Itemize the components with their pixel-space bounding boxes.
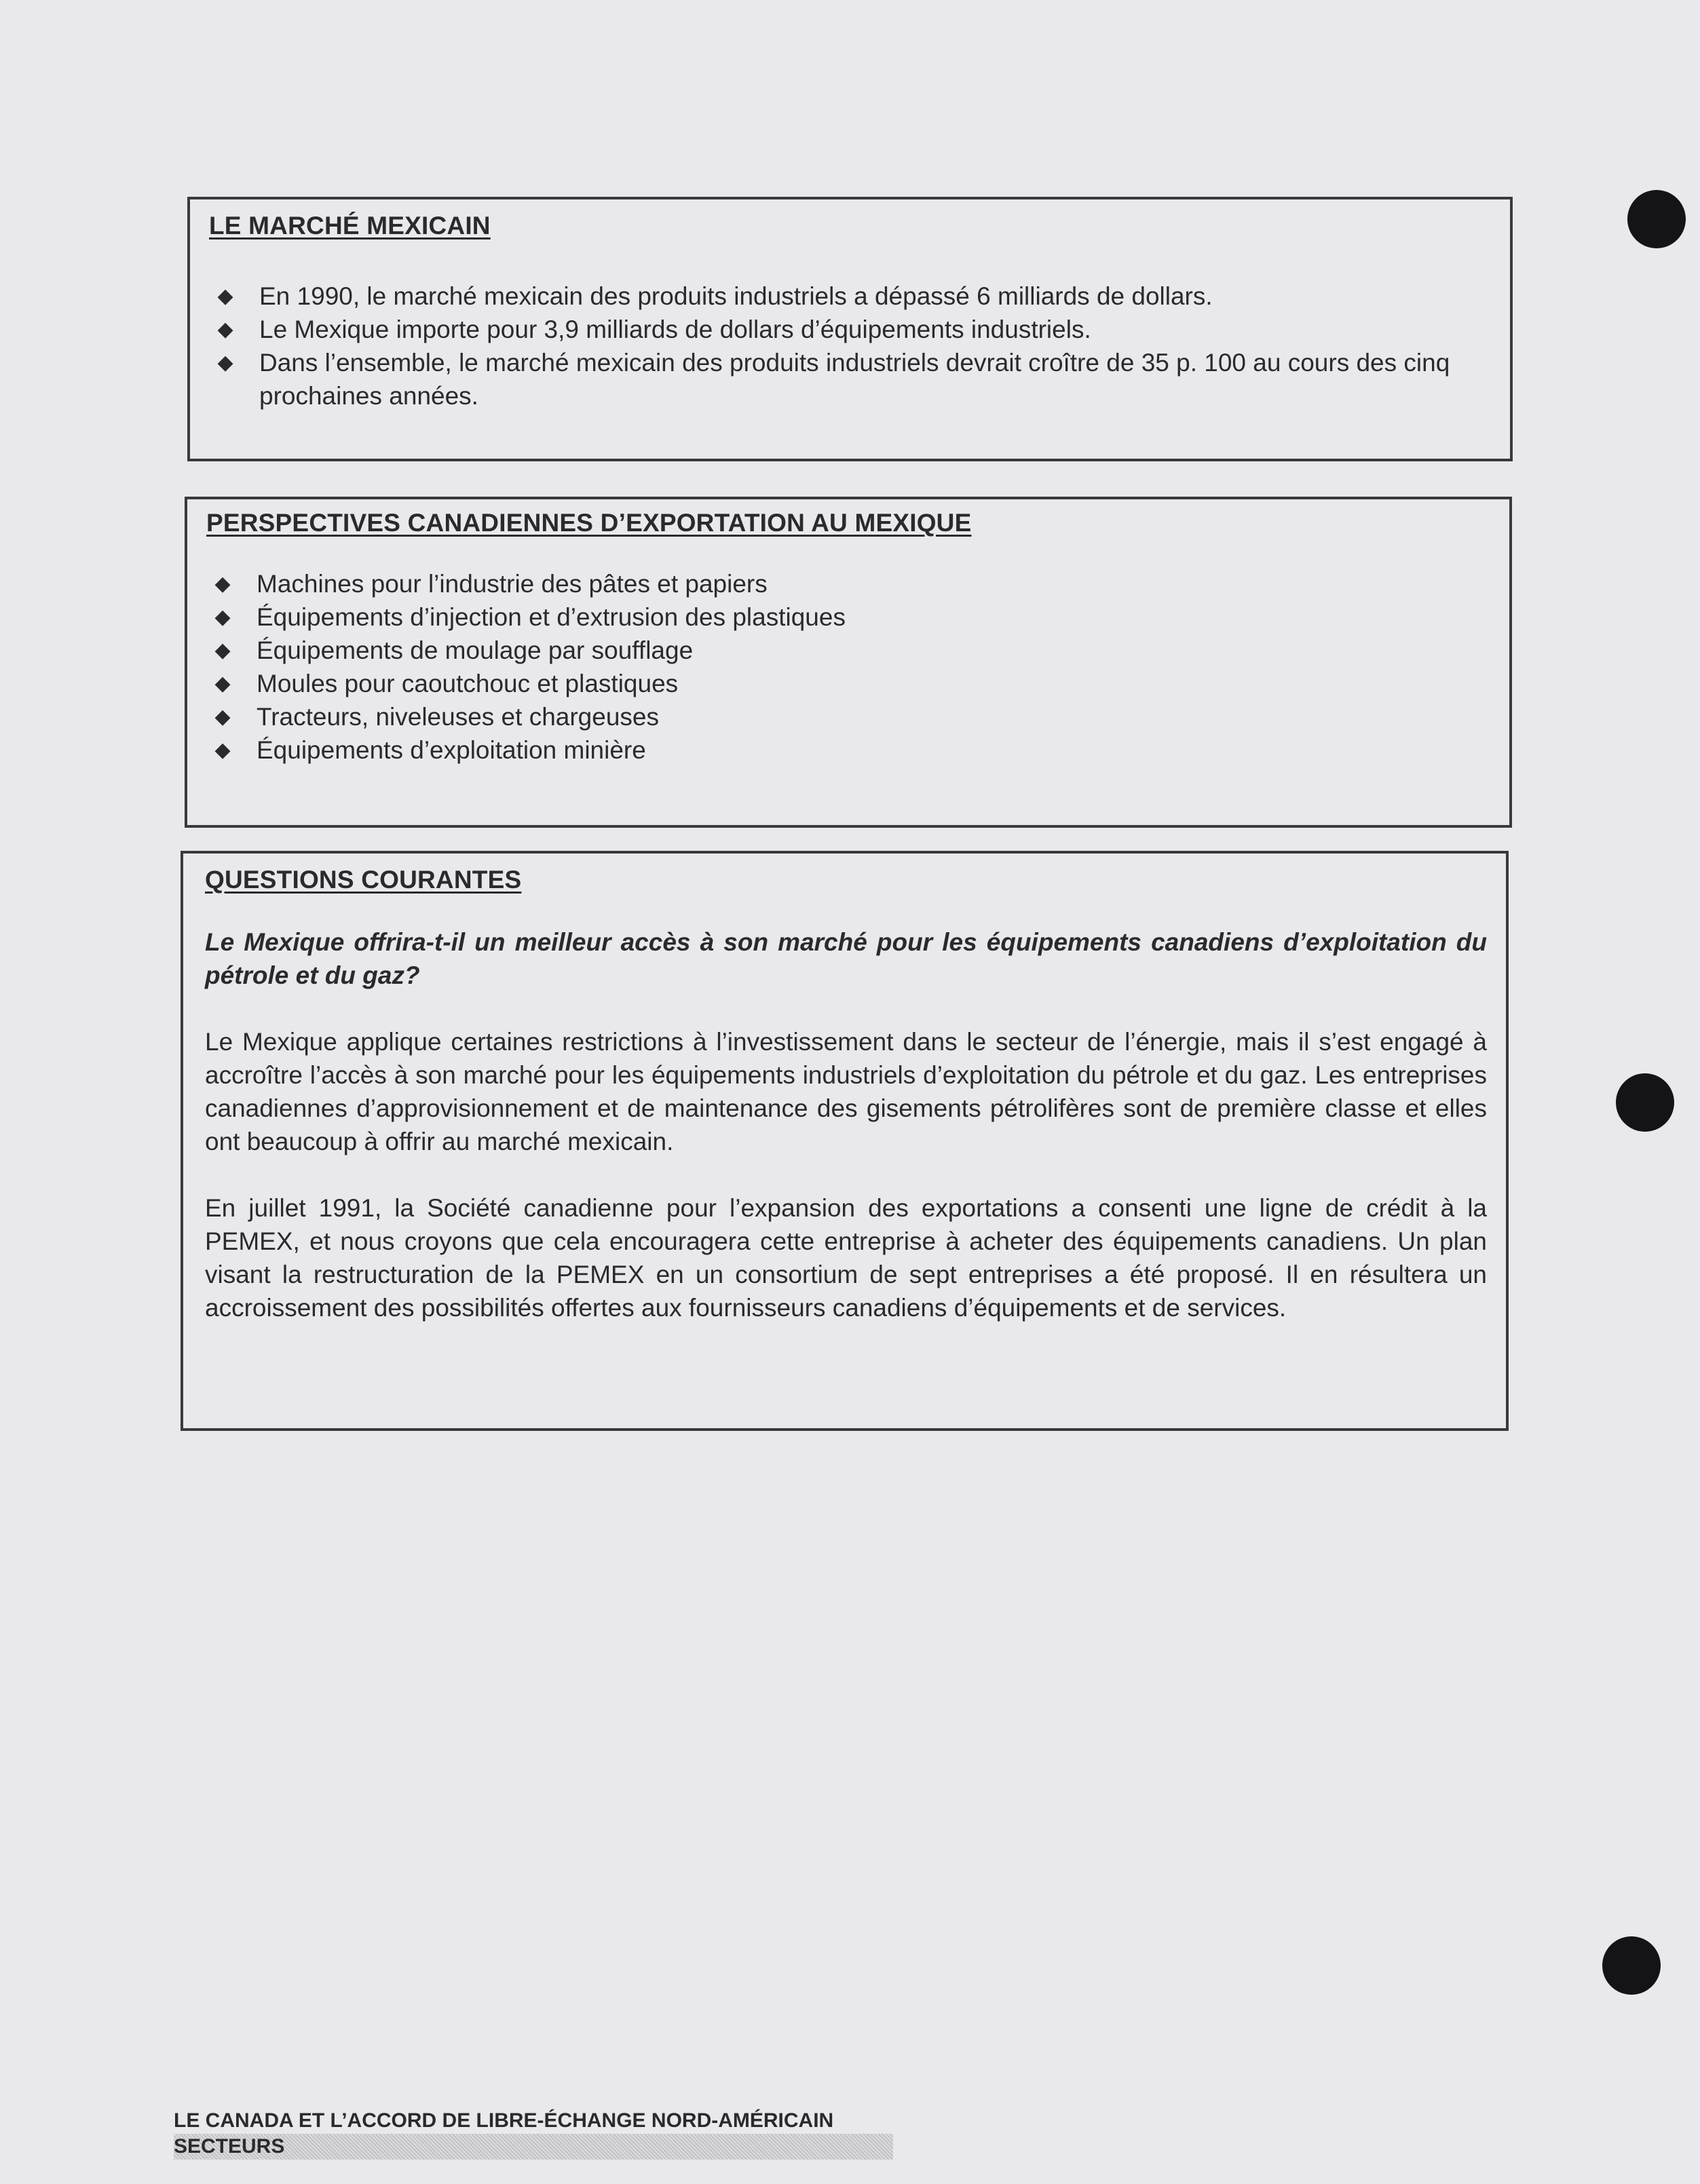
page-footer [174,2108,893,2160]
list-item [209,700,1482,733]
faq-question: Le Mexique offrira-t-il un meilleur accès à son marché pour les équipements canadiens d’exploitation du pétrole et du gaz? [205,928,1487,989]
list-item-text: Équipements d’exploitation minière [257,736,646,764]
diamond-bullet-icon: ◆ [214,573,231,595]
section-title: QUESTIONS COURANTES [205,866,522,894]
diamond-bullet-icon: ◆ [214,739,231,761]
diamond-bullet-icon: ◆ [217,318,233,341]
list-item-text: Équipements d’injection et d’extrusion des plastiques [257,603,846,631]
diamond-bullet-icon: ◆ [214,639,231,662]
list-item [209,567,1482,600]
faq-answer-paragraph: Le Mexique applique certaines restrictions à l’investissement dans le secteur de l’énergie, mais il s’est engagé à accroître l’accès à son marché pour les équipements industriels d’exploitation du pétrole et du gaz. Les entreprises canadiennes d’approvisionnement et de maintenance des gisements pétrolifères sont de première classe et elles ont beaucoup à offrir au marché mexicain. [205,1028,1487,1155]
list-item-text: Équipements de moulage par soufflage [257,636,694,664]
section-prospects [185,497,1512,828]
footer-title: LE CANADA ET L’ACCORD DE LIBRE-ÉCHANGE NORD-AMÉRICAIN [174,2109,834,2132]
faq-body [205,925,1487,1358]
bullet-list [209,567,1482,767]
list-item-text: Moules pour caoutchouc et plastiques [257,670,679,697]
footer-section-label: SECTEURS [174,2134,893,2160]
punch-hole [1616,1073,1674,1132]
list-item-text: Dans l’ensemble, le marché mexicain des produits industriels devrait croître de 35 p. 100 au cours des cinq prochaines années. [259,349,1450,410]
list-item-text: En 1990, le marché mexicain des produits industriels a dépassé 6 milliards de dollars. [259,282,1213,310]
list-item [209,634,1482,667]
punch-hole [1627,190,1686,248]
section-title: PERSPECTIVES CANADIENNES D’EXPORTATION AU MEXIQUE [206,509,972,537]
section-market [187,197,1513,461]
diamond-bullet-icon: ◆ [214,672,231,695]
list-item [212,346,1483,413]
diamond-bullet-icon: ◆ [214,606,231,628]
section-title: LE MARCHÉ MEXICAIN [209,212,491,240]
list-item [209,667,1482,700]
bullet-list [212,280,1483,413]
list-item [209,733,1482,767]
list-item-text: Le Mexique importe pour 3,9 milliards de dollars d’équipements industriels. [259,315,1091,343]
diamond-bullet-icon: ◆ [217,285,233,307]
list-item [212,280,1483,313]
list-item [212,313,1483,346]
faq-answer-paragraph: En juillet 1991, la Société canadienne pour l’expansion des exportations a consenti une ligne de crédit à la PEMEX, et nous croyons que cela encouragera cette entreprise à acheter des équipements canadiens. Un plan visant la restructuration de la PEMEX en un consortium de sept entreprises a été proposé. Il en résultera un accroissement des possibilités offertes aux fournisseurs canadiens d’équipements et de services. [205,1194,1487,1322]
diamond-bullet-icon: ◆ [214,706,231,728]
list-item-text: Machines pour l’industrie des pâtes et papiers [257,570,768,598]
list-item [209,600,1482,634]
diamond-bullet-icon: ◆ [217,351,233,374]
punch-hole [1602,1936,1661,1995]
list-item-text: Tracteurs, niveleuses et chargeuses [257,703,659,731]
section-questions [181,851,1509,1431]
